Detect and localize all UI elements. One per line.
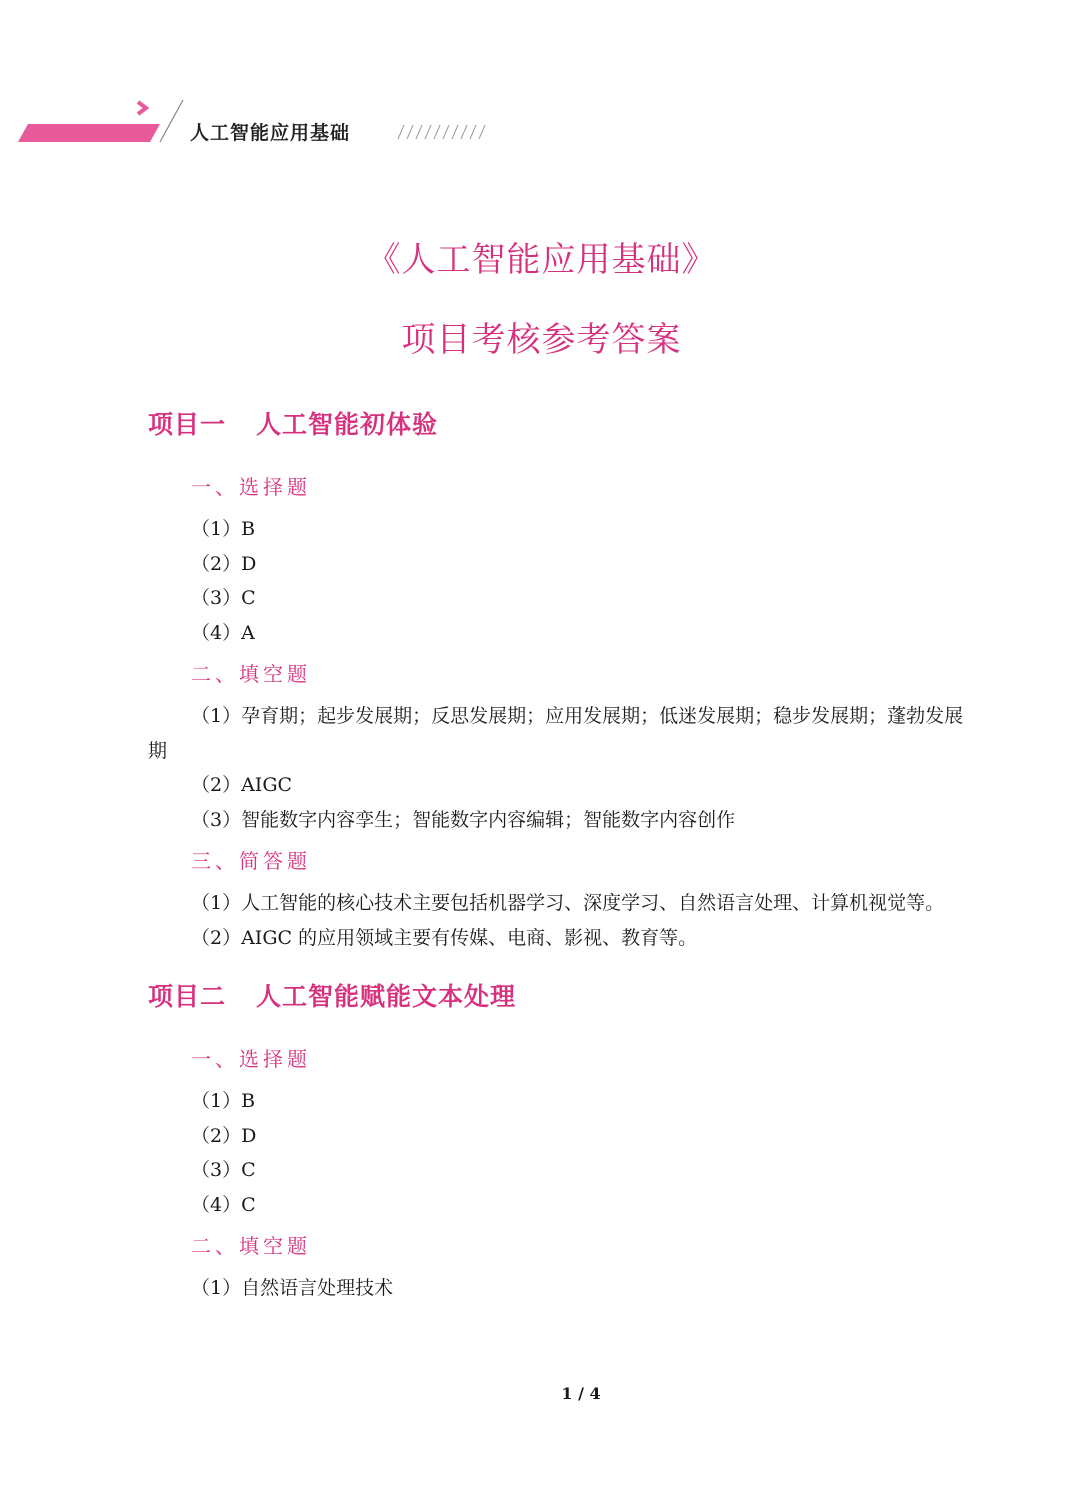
document-subtitle: 项目考核参考答案	[401, 320, 682, 360]
project-title: 人工智能初体验	[256, 410, 439, 439]
project-number: 项目一	[148, 410, 227, 439]
section-title: 一、选择题	[191, 475, 311, 499]
section-title: 二、填空题	[191, 1234, 311, 1258]
answer-item: （1）自然语言处理技术	[191, 1277, 394, 1299]
project-number: 项目二	[148, 982, 227, 1011]
answer-item: （2）D	[191, 1124, 257, 1147]
answer-item: （2）AIGC	[191, 774, 293, 796]
section-title: 一、选择题	[191, 1047, 311, 1071]
project-title: 人工智能赋能文本处理	[256, 982, 517, 1011]
answer-item: （3）智能数字内容孪生；智能数字内容编辑；智能数字内容创作	[191, 808, 736, 831]
header-title: 人工智能应用基础	[190, 122, 351, 144]
answer-item: （1）B	[191, 1090, 256, 1112]
project-heading	[148, 977, 968, 1013]
answer-item: （4）A	[191, 621, 255, 644]
answer-item: （2）D	[191, 552, 257, 575]
answer-item: （1）B	[191, 518, 256, 540]
project-heading	[148, 405, 968, 441]
answer-content	[148, 405, 968, 1306]
answer-item: （3）C	[191, 587, 256, 609]
answer-item: （4）C	[191, 1193, 256, 1216]
answer-item: （1）人工智能的核心技术主要包括机器学习、深度学习、自然语言处理、计算机视觉等。	[191, 892, 945, 914]
section-title: 二、填空题	[191, 662, 311, 686]
document-title: 《人工智能应用基础》	[366, 240, 717, 280]
section-title: 三、简答题	[191, 849, 311, 873]
page-number: 1 / 4	[561, 1384, 601, 1403]
answer-item: （2）AIGC 的应用领域主要有传媒、电商、影视、教育等。	[191, 926, 698, 949]
answer-item: （1）孕育期；起步发展期；反思发展期；应用发展期；低迷发展期；稳步发展期；蓬勃发展期	[148, 705, 964, 762]
answer-item: （3）C	[191, 1159, 256, 1181]
